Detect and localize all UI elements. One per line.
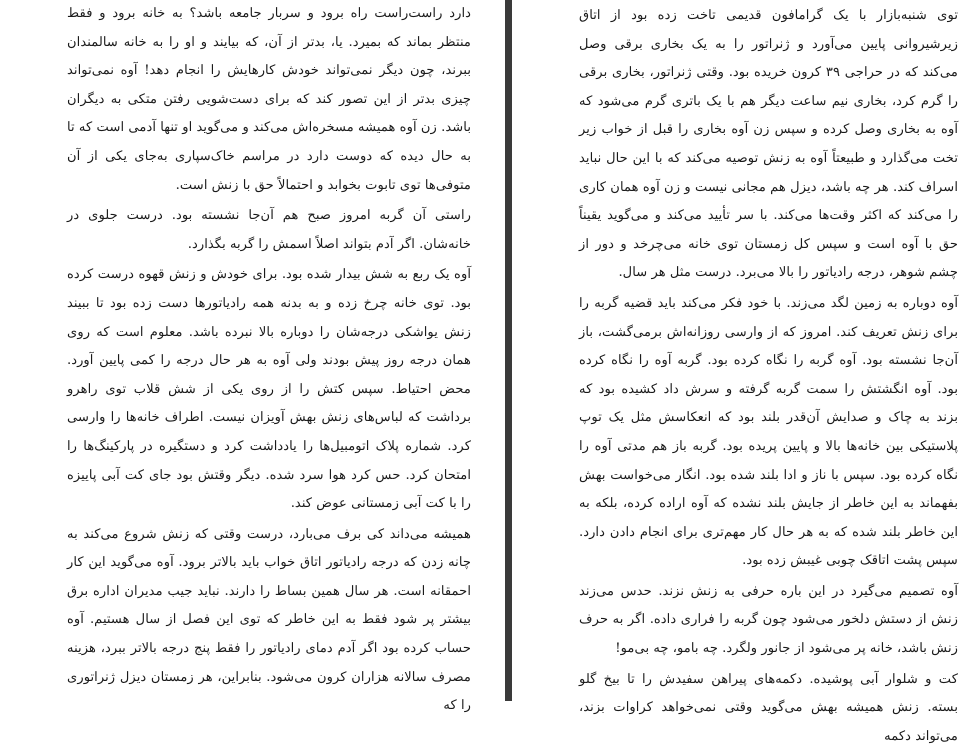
paragraph: دارد راست‌راست راه برود و سربار جامعه باشد؟ به خانه برود و فقط منتظر بماند که بمیرد. یا، بدتر از آن، که بیایند و او را به خانه سالمندان ببرند، چون دیگر نمی‌تواند خودش کارهایش را انجام دهد! آوه نمی‌تواند چیزی بدتر از این تصور کند که برای دست‌شویی رفتن متکی به دیگران باشد. زن آوه همیشه مسخره‌اش می‌کند و می‌گوید او تنها آدمی است که تا به حال دیده که دوست دارد در مراسم خاک‌سپاری به‌جای یکی از آن متوفی‌ها توی تابوت بخوابد و احتمالاً حق با زنش است. [67, 6, 471, 193]
paragraph: راستی آن گربه امروز صبح هم آن‌جا نشسته بود. درست جلوی در خانه‌شان. اگر آدم بتواند اصلاً اسمش را گربه بگذارد. [67, 208, 471, 252]
book-spine [505, 0, 512, 701]
left-page-text [67, 0, 471, 721]
paragraph: همیشه می‌داند کی برف می‌بارد، درست وقتی که زنش شروع می‌کند به چانه زدن که درجه رادیاتور اتاق خواب باید بالاتر برود. آوه می‌گوید این کار احمقانه است. هر سال همین بساط را دارند. نباید جیب مدیران اداره برق بیشتر پر شود فقط به این خاطر که توی این فصل از سال هستیم. آوه حساب کرده بود اگر آدم دمای رادیاتور را فقط پنج درجه بالاتر ببرد، هزینه مصرف سالانه هزاران کرون می‌شود. بنابراین، هر زمستان دیزل ژنراتوری را که [67, 526, 471, 714]
paragraph: توی شنبه‌بازار با یک گرامافون قدیمی تاخت زده بود از اتاق زیرشیروانی پایین می‌آورد و ژنراتور را به یک بخاری برقی وصل می‌کند که در حراجی ۳۹ کرون خریده بود. وقتی ژنراتور، بخاری برقی را گرم کرد، بخاری نیم ساعت دیگر هم با یک باتری گرم می‌شود که آوه به بخاری وصل کرده و سپس زن آوه بخاری را قبل از خواب زیر تخت می‌گذارد و طبیعتاً آوه به زنش توصیه می‌کند که با این حال نباید اسراف کند. هر چه باشد، دیزل هم مجانی نیست و زن آوه همان کاری را می‌کند که اکثر وقت‌ها می‌کند. با سر تأیید می‌کند و می‌گوید یقیناً حق با آوه است و سپس کل زمستان توی خانه می‌چرخد و دور از چشم شوهر، درجه رادیاتور را بالا می‌برد. درست مثل هر سال. [579, 8, 958, 281]
right-page [512, 0, 979, 744]
paragraph: آوه یک ربع به شش بیدار شده بود. برای خودش و زنش قهوه درست کرده بود. توی خانه چرخ زده و به بدنه همه رادیاتورها دست زده بود تا ببیند زنش یواشکی درجه‌شان را دوباره بالا نبرده باشد. معلوم است که روی همان درجه روز پیش بودند ولی آوه به هر حال درجه را کمی پایین آورد. محض احتیاط. سپس کتش را از روی یکی از شش قلاب توی راهرو برداشت که لباس‌های زنش بهش آویزان نیست. اطراف خانه‌ها را وارسی کرد. شماره پلاک اتومبیل‌ها را یادداشت کرد و دستگیره در پارکینگ‌ها را امتحان کرد. حس کرد هوا سرد شده. دیگر وقتش بود جای کت آبی پاییزه را با کت آبی زمستانی عوض کند. [67, 267, 471, 512]
paragraph: آوه دوباره به زمین لگد می‌زند. با خود فکر می‌کند باید قضیه گربه را برای زنش تعریف کند. امروز که از وارسی روزانه‌اش برمی‌گشت، باز آن‌جا نشسته بود. آوه گربه را نگاه کرده بود. گربه آوه را نگاه کرده بود. آوه انگشتش را سمت گربه گرفته و سرش داد کشیده بود که بزند به چاک و صدایش آن‌قدر بلند بود که انعکاسش مثل یک توپ پلاستیکی بین خانه‌ها بالا و پایین پریده بود. گربه باز هم مدتی آوه را نگاه کرده بود. سپس با ناز و ادا بلند شده بود. انگار می‌خواست بهش بفهماند به این خاطر از جایش بلند نشده که آوه اراده کرده، بلکه به این خاطر بلند شده که به هر حال کار مهم‌تری برای انجام دادن دارد. سپس پشت اتاقک چوبی غیبش زده بود. [579, 295, 958, 569]
left-page [0, 0, 505, 714]
paragraph: آوه تصمیم می‌گیرد در این باره حرفی به زنش نزند. حدس می‌زند زنش از دستش دلخور می‌شود چون گربه را فراری داده. اگر به حرف زنش باشد، خانه پر می‌شود از جانور ولگرد. چه بامو، چه بی‌مو! [579, 583, 958, 657]
paragraph: کت و شلوار آبی پوشیده. دکمه‌های پیراهن سفیدش را تا بیخ گلو بسته. زنش همیشه بهش می‌گوید وقتی نمی‌خواهد کراوات بزند، می‌تواند دکمه [579, 671, 958, 744]
right-page-text [579, 0, 958, 751]
